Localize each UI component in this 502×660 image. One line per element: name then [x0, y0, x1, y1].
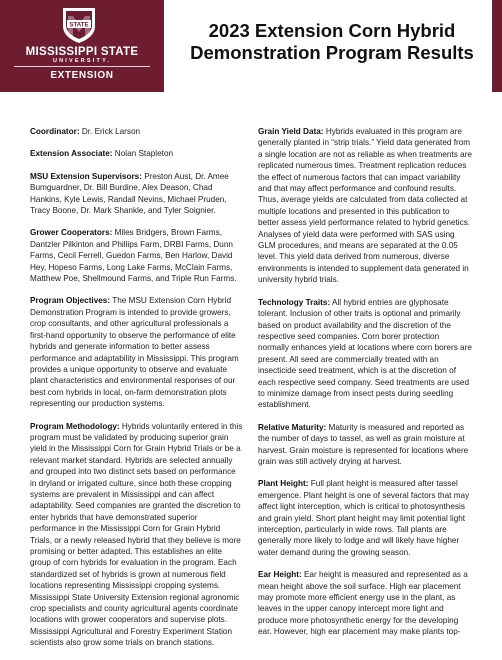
technology-traits-paragraph: [258, 297, 472, 411]
logo-org-sub: UNIVERSITY.: [52, 58, 112, 64]
paragraph-label: Program Objectives:: [30, 296, 111, 306]
paragraph-text: All hybrid entries are glyphosate tolerant. Inclusion of other traits is optional and primarily based on product availability and the discretion of the respective seed companies. Corn borer protection normally enhances yield at locations where corn borers are present. All seed are commercially treated with an insecticide seed treatment, which is at the discretion of each respective seed company. Seed treatments are used to minimize damage from insect pests during seedling establishment.: [258, 297, 472, 410]
associate-paragraph: [30, 148, 244, 159]
paragraph-label: Plant Height:: [258, 479, 309, 489]
paragraph-text: Preston Aust, Dr. Amee Bumguardner, Dr. Bill Burdine, Alex Deason, Chad Hankins, Kyle Lewis, Randall Nevins, Michael Pruden, Tracy Boone, Dr. Mark Shankle, and Tyler Soignier.: [30, 171, 229, 216]
methodology-paragraph: [30, 421, 244, 649]
paragraph-text: Hybrids evaluated in this program are generally planted in “strip trials.” Yield data generated from a single location are not as reliable as when treatments are replicated numerous times. Treatment replication reduces the effect of numerous factors that can impact variability and that may affect performance and confound results. Thus, average yields are calculated from data collected at multiple locations and presented in this publication to better assess yield performance related to hybrid genetics. Analyses of yield data were performed with SAS using GLM procedures, and means are separated at the 0.05 level. This yield data derived from numerous, diverse environments is intended to supplement data generated in university hybrid trials.: [258, 127, 472, 285]
document-title: 2023 Extension Corn Hybrid Demonstration Program Results: [190, 20, 474, 63]
side-accent-bar: [492, 0, 502, 92]
paragraph-label: Ear Height:: [258, 570, 302, 580]
paragraph-text: Miles Bridgers, Brown Farms, Dantzler Pilkinton and Phillips Farm, DRBI Farms, Dunn Farms, Cecil Ferrell, Guedon Farms, Ben Harlow, David Hey, Hopeso Farms, Long Lake Farms, McClain Farms, Matthew Poe, Shellmound Farms, and Triple Run Farms.: [30, 228, 237, 284]
grain-yield-paragraph: [258, 126, 472, 286]
ear-height-paragraph: [258, 569, 472, 637]
shield-text: STATE: [69, 21, 89, 29]
paragraph-label: MSU Extension Supervisors:: [30, 171, 142, 181]
supervisors-paragraph: [30, 171, 244, 217]
paragraph-text: Dr. Erick Larson: [81, 127, 141, 136]
paragraph-label: Grain Yield Data:: [258, 127, 324, 136]
logo-org-name: MISSISSIPPI STATE: [25, 46, 139, 58]
paragraph-text: Maturity is measured and reported as the number of days to tassel, as well as grain moisture at harvest. Grain moisture is represented for locations where grain was still actively drying at harvest.: [258, 422, 469, 466]
plant-height-paragraph: [258, 478, 472, 558]
paragraph-text: Ear height is measured and represented as a mean height above the soil surface. High ear placement may promote more efficient energy use in the plant, as leaves in the upper canopy intercept more light and produce more photosynthetic energy for the developing ear. However, high ear placement may make plants top-: [258, 570, 468, 637]
paragraph-text: The MSU Extension Corn Hybrid Demonstration Program is intended to provide growers, crop consultants, and other agricultural professionals a first-hand opportunity to observe the performance of elite hybrids and generate information to better assess performance and adaptability in Mississippi. This program provides a unique opportunity to observe and evaluate plant characteristics and environmental responses of our best corn hybrids in local, on-farm demonstration plots representing our production systems.: [30, 296, 239, 409]
paragraph-text: Nolan Stapleton: [114, 149, 174, 159]
paragraph-label: Relative Maturity:: [258, 422, 327, 432]
left-column: [30, 126, 244, 660]
paragraph-text: Hybrids voluntarily entered in this program must be validated by producing superior grain yield in the Mississippi Corn for Grain Hybrid Trials or be a relevant market standard. Hybrids are selected annually and grouped into two distinct sets based on performance in dryland or irrigated culture, since both these cropping systems are prevalent in Mississippi and can affect adaptability. Seed companies are granted the discretion to enter hybrids that have demonstrated superior performance in the Mississippi Corn for Grain Hybrid Trials, or a newly released hybrid that they believe is more promising or better adapted. This establishes an elite group of corn hybrids for evaluation in the program. Each standardized set of hybrids is grown at numerous field locations representing Mississippi cropping systems. Mississippi State University Extension regional agronomic crop specialists and county agricultural agents coordinate locations with grower cooperators and supervise plots. Mississippi Agricultural and Forestry Experiment Station scientists also grow some trials on branch stations.: [30, 421, 243, 648]
paragraph-label: Program Methodology:: [30, 421, 120, 431]
msu-extension-logo: [0, 0, 164, 92]
cooperators-paragraph: [30, 227, 244, 284]
paragraph-label: Coordinator:: [30, 127, 80, 136]
logo-org-unit: EXTENSION: [50, 70, 114, 81]
objectives-paragraph: [30, 295, 244, 409]
coordinator-paragraph: [30, 126, 244, 137]
paragraph-label: Extension Associate:: [30, 149, 113, 159]
msu-shield-icon: [60, 6, 98, 44]
paragraph-label: Grower Cooperators:: [30, 228, 113, 238]
paragraph-label: Technology Traits:: [258, 297, 331, 307]
right-column: [258, 126, 472, 649]
relative-maturity-paragraph: [258, 422, 472, 468]
paragraph-text: Full plant height is measured after tassel emergence. Plant height is one of several factors that may affect light interception, which is critical to photosynthesis and grain yield. Short plant height may limit potential light interception, particularly in wide rows. Tall plants are generally more likely to lodge and will likely have higher water demand during the growing season.: [258, 479, 470, 557]
logo-divider: [14, 66, 150, 67]
